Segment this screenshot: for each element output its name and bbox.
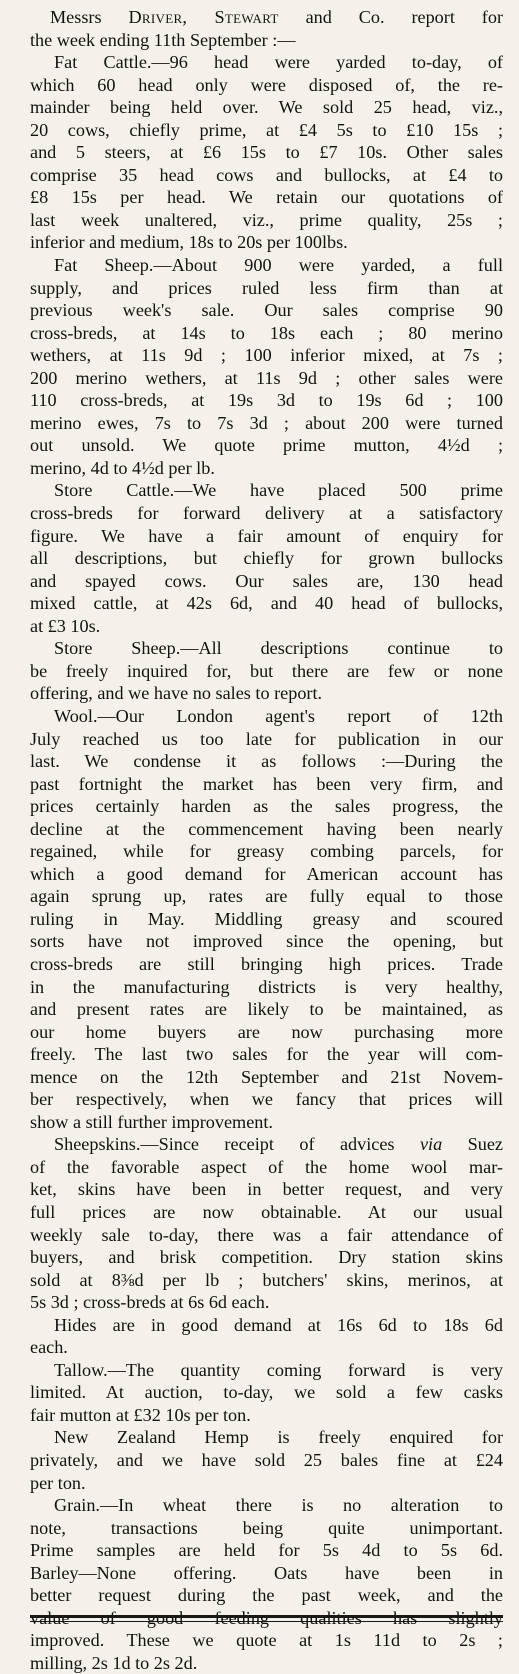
text-line: sold at 8⅜d per lb ; butchers' skins, merinos, at <box>30 1269 503 1290</box>
text-line: improved. These we quote at 1s 11d to 2s ; <box>30 1630 503 1651</box>
text-line: merino ewes, 7s to 7s 3d ; about 200 were turned <box>30 412 503 433</box>
text-line: cross-breds are still bringing high prices. Trade <box>30 953 503 974</box>
text-line: last week unaltered, viz., prime quality, 25s ; <box>30 209 503 230</box>
text-line: merino, 4d to 4½d per lb. <box>30 457 215 478</box>
text-line: be freely inquired for, but there are few or none <box>30 660 503 681</box>
text-line: at £3 10s. <box>30 615 101 636</box>
text-line: in the manufacturing districts is very healthy, <box>30 976 503 997</box>
text-line: Grain.—In wheat there is no alteration to <box>54 1495 503 1516</box>
column-end-rule <box>30 1615 503 1622</box>
text-line: show a still further improvement. <box>30 1111 273 1132</box>
market-report-sections <box>30 51 503 1674</box>
text-line: each. <box>30 1337 68 1358</box>
section-wool <box>30 705 503 1133</box>
text-line: ket, skins have been in better request, and very <box>30 1179 503 1200</box>
text-line: 20 cows, chiefly prime, at £4 5s to £10 15s ; <box>30 119 503 140</box>
text-line: Prime samples are held for 5s 4d to 5s 6d. <box>30 1540 503 1561</box>
text-line: mixed cattle, at 42s 6d, and 40 head of bullocks, <box>30 593 503 614</box>
intro-line-1 <box>30 6 503 29</box>
text-line: previous week's sale. Our sales comprise 90 <box>30 300 503 321</box>
text-line: out unsold. We quote prime mutton, 4½d ; <box>30 435 503 456</box>
text-line: and 5 steers, at £6 15s to £7 10s. Other sales <box>30 142 503 163</box>
text-line: comprise 35 head cows and bullocks, at £4 to <box>30 164 503 185</box>
rule-thin <box>30 1621 503 1622</box>
text-line: 200 merino wethers, at 11s 9d ; other sales were <box>30 367 503 388</box>
text-line: and present rates are likely to be maintained, as <box>30 999 503 1020</box>
text-line: Tallow.—The quantity coming forward is very <box>54 1359 503 1380</box>
text-line: all descriptions, but chiefly for grown bullocks <box>30 548 503 569</box>
section-fat-cattle <box>30 51 503 254</box>
text-line: of the favorable aspect of the home wool mar- <box>30 1156 503 1177</box>
text-line: regained, while for greasy combing parcels, for <box>30 841 503 862</box>
text-line: Store Sheep.—All descriptions continue to <box>54 638 503 659</box>
text-line: past fortnight the market has been very firm, and <box>30 773 503 794</box>
section-grain <box>30 1494 503 1674</box>
text-line: per ton. <box>30 1472 86 1493</box>
text-line: buyers, and brisk competition. Dry station skins <box>30 1247 503 1268</box>
section-store-cattle <box>30 479 503 637</box>
text-line: privately, and we have sold 25 bales fine at £24 <box>30 1450 503 1470</box>
text-line: prices certainly harden as the sales progress, the <box>30 796 503 817</box>
section-hemp <box>30 1426 503 1494</box>
text-line: better request during the past week, and the <box>30 1585 503 1606</box>
text-line: New Zealand Hemp is freely enquired for <box>54 1427 503 1448</box>
text-line: limited. At auction, to-day, we sold a few casks <box>30 1382 503 1403</box>
text-line: Wool.—Our London agent's report of 12th <box>54 705 503 726</box>
section-store-sheep <box>30 637 503 705</box>
text-line: and spayed cows. Our sales are, 130 head <box>30 570 503 591</box>
text-line: mainder being held over. We sold 25 head, viz., <box>30 97 503 118</box>
text-line: last. We condense it as follows :—During the <box>30 751 503 772</box>
text-line: Hides are in good demand at 16s 6d to 18s 6d <box>54 1314 503 1335</box>
firm-name: Driver, Stewart <box>128 7 279 27</box>
intro-lead: Messrs <box>50 7 102 27</box>
text-line: weekly sale to-day, there was a fair attendance of <box>30 1224 503 1245</box>
text-line: July reached us too late for publication in our <box>30 728 503 749</box>
text-line: fair mutton at £32 10s per ton. <box>30 1404 251 1425</box>
text-line: our home buyers are now purchasing more <box>30 1021 503 1042</box>
text-line: Store Cattle.—We have placed 500 prime <box>54 480 503 501</box>
intro-after-firm: and Co. report for <box>278 7 504 27</box>
text-line: sorts have not improved since the opening, but <box>30 931 503 952</box>
text-line: which 60 head only were disposed of, the re- <box>30 74 503 95</box>
section-hides <box>30 1314 503 1359</box>
report-intro <box>30 6 503 51</box>
text-line: which a good demand for American account has <box>30 863 503 884</box>
section-tallow <box>30 1359 503 1427</box>
text-line: again sprung up, rates are fully equal to those <box>30 886 503 907</box>
text-line: offering, and we have no sales to report. <box>30 683 323 704</box>
rule-thick <box>30 1615 503 1618</box>
text-line: £8 15s per head. We retain our quotations of <box>30 187 503 208</box>
text-line: Fat Sheep.—About 900 were yarded, a full <box>54 255 503 276</box>
text-line: 110 cross-breds, at 19s 3d to 19s 6d ; 100 <box>30 390 503 411</box>
text-line: inferior and medium, 18s to 20s per 100lbs. <box>30 232 348 253</box>
text-line: Sheepskins.—Since receipt of advices via Suez <box>54 1134 503 1155</box>
text-line: cross-breds for forward delivery at a satisfactory <box>30 503 503 524</box>
text-line: note, transactions being quite unimportant. <box>30 1517 503 1538</box>
text-line: decline at the commencement having been nearly <box>30 818 503 839</box>
text-line: freely. The last two sales for the year will com- <box>30 1044 503 1065</box>
via-italic: via <box>419 1134 443 1155</box>
text-line: Barley—None offering. Oats have been in <box>30 1562 503 1583</box>
text-line: wethers, at 11s 9d ; 100 inferior mixed, at 7s ; <box>30 345 503 366</box>
text-line: 5s 3d ; cross-breds at 6s 6d each. <box>30 1292 270 1313</box>
text-line: ber respectively, when we fancy that prices will <box>30 1089 503 1110</box>
text-line: supply, and prices ruled less firm than at <box>30 277 503 298</box>
intro-line-2: the week ending 11th September :— <box>30 29 296 50</box>
text-line: ruling in May. Middling greasy and scoured <box>30 908 503 929</box>
text-line: figure. We have a fair amount of enquiry for <box>30 525 503 546</box>
section-fat-sheep <box>30 254 503 479</box>
text-line: milling, 2s 1d to 2s 2d. <box>30 1652 198 1673</box>
text-line: cross-breds, at 14s to 18s each ; 80 merino <box>30 322 503 343</box>
text-line: Fat Cattle.—96 head were yarded to-day, of <box>54 52 503 73</box>
section-sheepskins <box>30 1133 503 1313</box>
text-line: mence on the 12th September and 21st Novem- <box>30 1066 503 1087</box>
text-line: full prices are now obtainable. At our usual <box>30 1201 503 1222</box>
